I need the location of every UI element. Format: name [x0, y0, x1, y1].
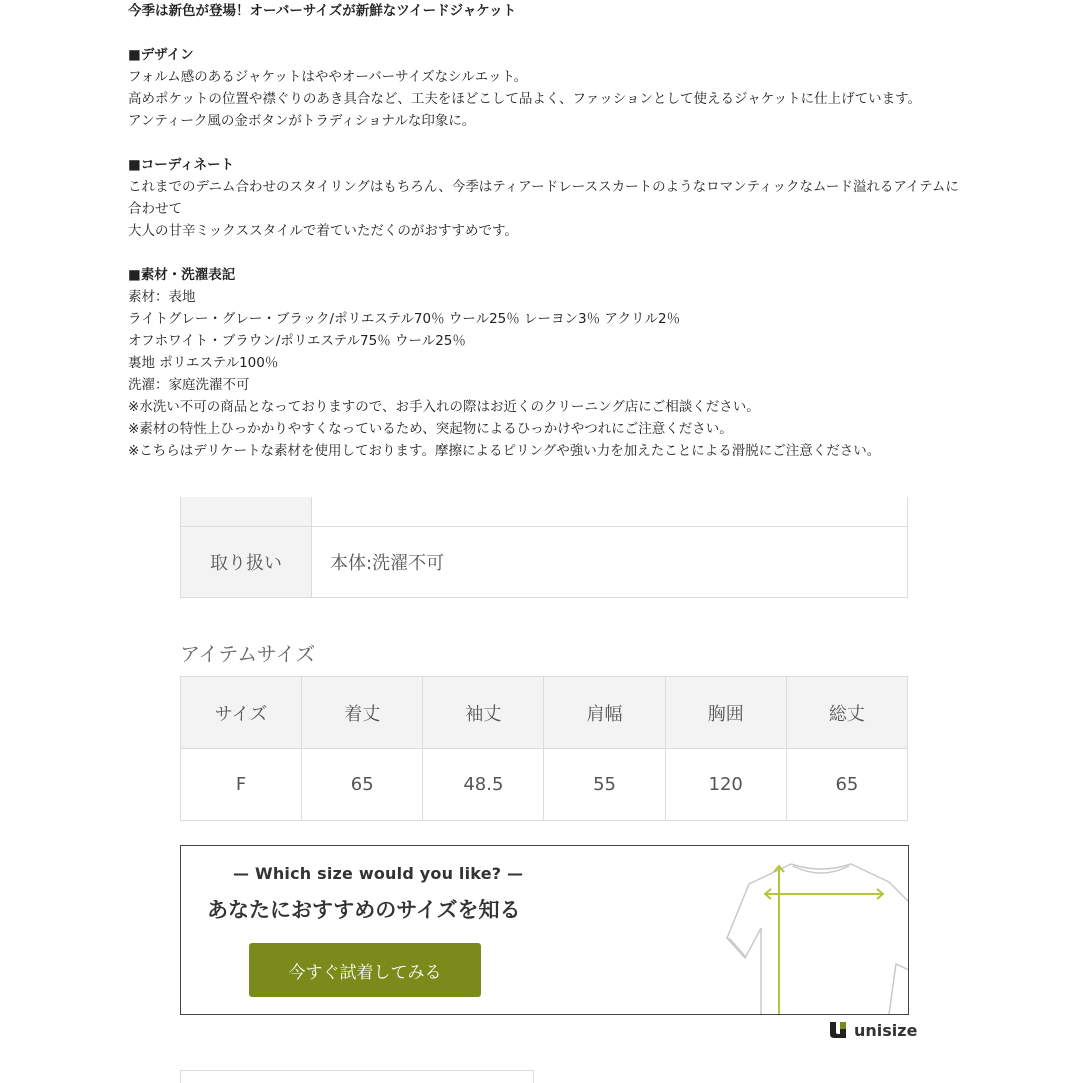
unisize-logo-text: unisize: [854, 1020, 918, 1040]
next-section-border: [180, 1070, 534, 1083]
description-title: 今季は新色が登場！オーバーサイズが新鮮なツイードジャケット: [128, 3, 517, 19]
material-line: ※こちらはデリケートな素材を使用しております。摩擦によるピリングや強い力を加えたことによる滑脱にご注意ください。: [128, 443, 881, 459]
table-row: [181, 527, 908, 598]
table-row: [181, 749, 908, 821]
table-cell: 120: [665, 749, 786, 821]
column-header: サイズ: [181, 677, 302, 749]
care-value: 本体:洗濯不可: [312, 527, 908, 598]
design-line: 高めポケットの位置や襟ぐりのあき具合など、工夫をほどこして品よく、ファッションとして使えるジャケットに仕上げています。: [128, 91, 921, 107]
table-cell: 65: [786, 749, 907, 821]
size-heading: アイテムサイズ: [180, 642, 316, 666]
table-cell: 55: [544, 749, 665, 821]
table-cell: [181, 497, 312, 527]
column-header: 着丈: [302, 677, 423, 749]
material-line: ライトグレー・グレー・ブラック/ポリエステル70％ ウール25％ レーヨン3％ アクリル2％: [128, 311, 681, 327]
material-heading: ■素材・洗濯表記: [128, 267, 236, 283]
size-table: [180, 676, 908, 821]
care-label: 取り扱い: [181, 527, 312, 598]
column-header: 袖丈: [423, 677, 544, 749]
coordinate-line: これまでのデニム合わせのスタイリングはもちろん、今季はティアードレーススカートのようなロマンティックなムード溢れるアイテムに合わせて: [128, 179, 959, 217]
design-line: アンティーク風の金ボタンがトラディショナルな印象に。: [128, 113, 476, 129]
design-line: フォルム感のあるジャケットはややオーバーサイズなシルエット。: [128, 69, 528, 85]
try-on-button[interactable]: 今すぐ試着してみる: [249, 943, 481, 997]
table-cell: 65: [302, 749, 423, 821]
material-line: オフホワイト・ブラウン/ポリエステル75％ ウール25％: [128, 333, 466, 349]
table-cell: 48.5: [423, 749, 544, 821]
table-row: [181, 497, 908, 527]
coordinate-line: 大人の甘辛ミックススタイルで着ていただくのがおすすめです。: [128, 223, 518, 239]
unisize-title: あなたにおすすめのサイズを知る: [207, 898, 521, 922]
design-heading: ■デザイン: [128, 47, 194, 63]
unisize-banner[interactable]: [180, 845, 909, 1015]
coordinate-heading: ■コーディネート: [128, 157, 235, 173]
care-table: [180, 497, 908, 598]
material-line: ※素材の特性上ひっかかりやすくなっているため、突起物によるひっかけやつれにご注意ください。: [128, 421, 733, 437]
unisize-subtitle: — Which size would you like? —: [233, 864, 524, 883]
unisize-logo-icon: [828, 1020, 848, 1040]
material-line: ※水洗い不可の商品となっておりますので、お手入れの際はお近くのクリーニング店にご相談ください。: [128, 399, 760, 415]
table-header-row: [181, 677, 908, 749]
product-description: [128, 0, 968, 462]
unisize-logo: [828, 1020, 917, 1040]
column-header: 肩幅: [544, 677, 665, 749]
material-line: 裏地 ポリエステル100％: [128, 355, 279, 371]
tshirt-icon: [721, 846, 909, 1014]
material-line: 洗濯：家庭洗濯不可: [128, 377, 250, 393]
table-cell: [312, 497, 908, 527]
table-cell: F: [181, 749, 302, 821]
material-line: 素材：表地: [128, 289, 196, 305]
column-header: 総丈: [786, 677, 907, 749]
column-header: 胸囲: [665, 677, 786, 749]
